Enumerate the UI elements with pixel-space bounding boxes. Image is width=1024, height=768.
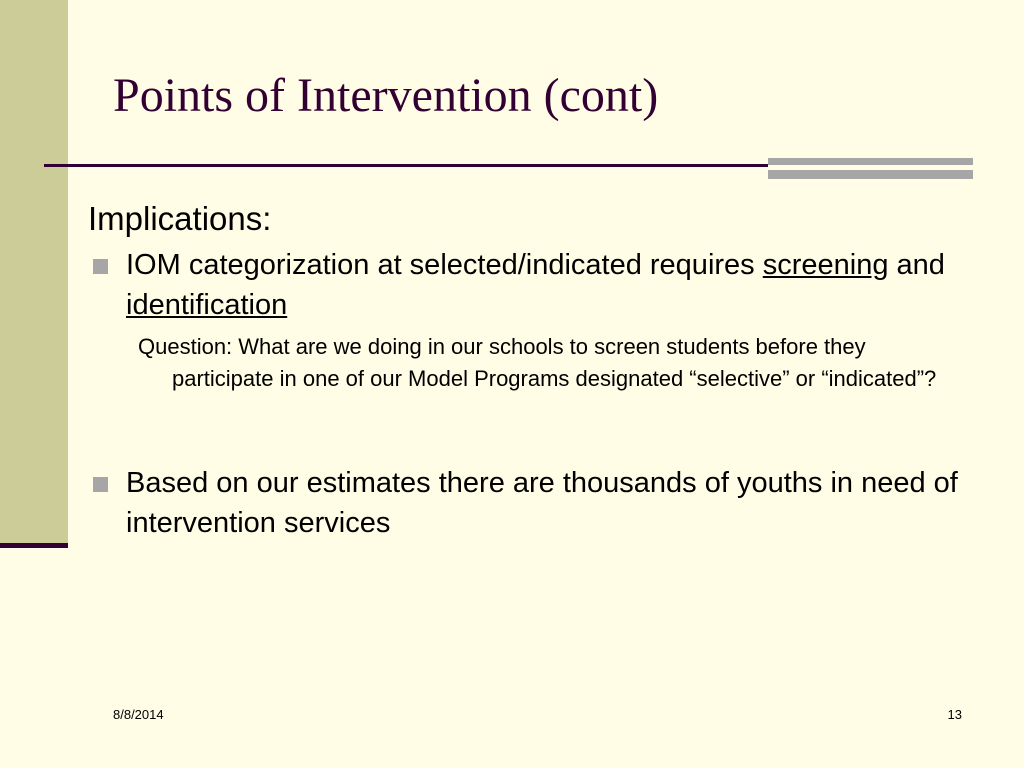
- slide-title: Points of Intervention (cont): [113, 69, 659, 122]
- footer-page-number: 13: [947, 707, 962, 722]
- bullet-square-icon: [93, 259, 108, 274]
- body-heading: Implications:: [88, 200, 272, 237]
- gray-band-bottom: [768, 170, 973, 179]
- left-bar-accent-line: [0, 543, 68, 548]
- identification-underlined: identification: [126, 289, 288, 321]
- title-underline-rule: [44, 164, 768, 167]
- screening-underlined: screening: [762, 249, 889, 281]
- footer-date: 8/8/2014: [113, 707, 164, 722]
- left-decorative-bar: [0, 0, 68, 545]
- title-gray-bands: [768, 158, 973, 180]
- bullet-text-start: IOM categorization at selected/indicated requires: [126, 249, 763, 281]
- gray-band-top: [768, 158, 973, 165]
- bullet-item-iom: [88, 245, 978, 325]
- bullet-text-mid: and: [888, 249, 945, 281]
- bullet-text: Based on our estimates there are thousands of youths in need of intervention services: [126, 467, 958, 539]
- bullet-square-icon: [93, 477, 108, 492]
- slide-body: [88, 197, 978, 543]
- bullet-item-estimates: [88, 463, 978, 543]
- sub-bullet-question: Question: What are we doing in our schools to screen students before they participate in one of our Model Programs designated “selective” or “indicated”?: [138, 334, 937, 391]
